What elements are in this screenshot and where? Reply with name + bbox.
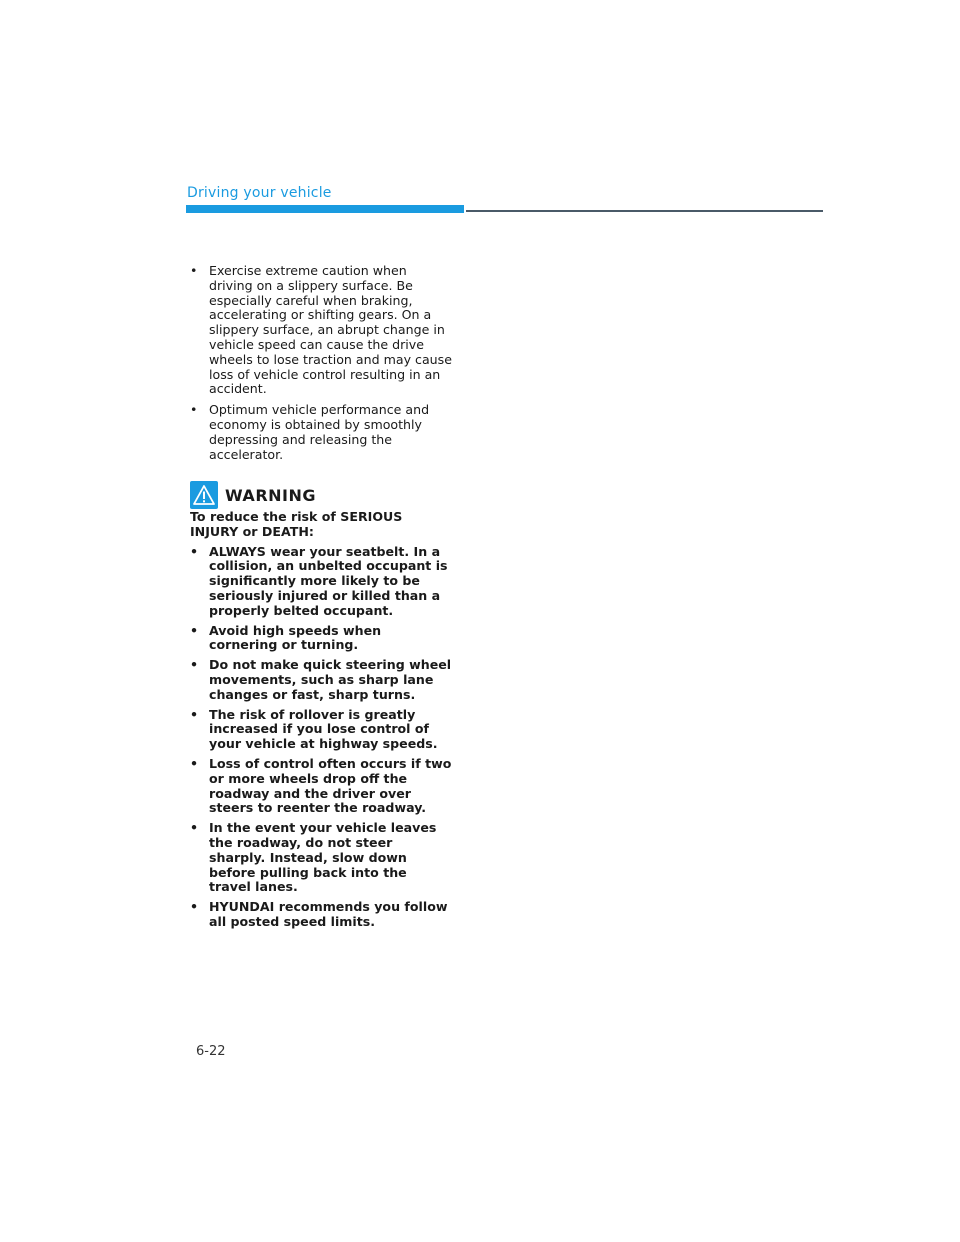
list-item — [190, 821, 452, 895]
page-number: 6-22 — [196, 1044, 226, 1059]
bullet-icon: • — [190, 706, 199, 722]
bullet-icon: • — [190, 263, 198, 278]
header-accent-bar — [186, 205, 464, 213]
list-item-text: ALWAYS wear your seatbelt. In a collision, an unbelted occupant is significantly more likely to be seriously injured or killed than a properly belted occupant. — [209, 543, 448, 618]
header-rule — [466, 210, 823, 212]
list-item — [190, 757, 452, 816]
list-item-text: The risk of rollover is greatly increased if you lose control of your vehicle at highway speeds. — [209, 706, 438, 752]
intro-list-container — [190, 264, 452, 468]
list-item-text: Avoid high speeds when cornering or turning. — [209, 622, 382, 653]
list-item — [190, 658, 452, 702]
list-item — [190, 403, 452, 462]
list-item-text: HYUNDAI recommends you follow all posted speed limits. — [209, 899, 448, 929]
bullet-icon: • — [190, 820, 199, 836]
list-item — [190, 264, 452, 397]
list-item-text: Loss of control often occurs if two or more wheels drop off the roadway and the driver over steers to reenter the roadway. — [209, 755, 452, 816]
intro-list — [190, 264, 452, 462]
warning-title: WARNING — [225, 485, 316, 505]
section-title: Driving your vehicle — [187, 185, 332, 201]
list-item — [190, 624, 452, 654]
bullet-icon: • — [190, 622, 199, 638]
warning-triangle-icon — [190, 481, 218, 509]
warning-header — [190, 481, 316, 509]
list-item — [190, 900, 452, 930]
bullet-icon: • — [190, 543, 199, 559]
list-item-text: Do not make quick steering wheel movements, such as sharp lane changes or fast, sharp turns. — [209, 657, 452, 702]
warning-list — [190, 545, 452, 930]
bullet-icon: • — [190, 402, 198, 418]
list-item-text: Optimum vehicle performance and economy is obtained by smoothly depressing and releasing the accelerator. — [209, 402, 430, 462]
bullet-icon: • — [190, 899, 199, 915]
list-item-text: In the event your vehicle leaves the roadway, do not steer sharply. Instead, slow down before pulling back into the travel lanes. — [209, 820, 437, 895]
list-item — [190, 708, 452, 752]
warning-lead: To reduce the risk of SERIOUS INJURY or DEATH: — [190, 509, 403, 539]
bullet-icon: • — [190, 657, 199, 673]
list-item-text: Exercise extreme caution when driving on a slippery surface. Be especially careful when braking, accelerating or shifting gears. On a slippery surface, an abrupt change in vehicle speed can cause the drive wheels to lose traction and may cause loss of vehicle control resulting in an accident. — [209, 263, 452, 397]
list-item — [190, 545, 452, 619]
warning-body — [190, 510, 452, 935]
bullet-icon: • — [190, 755, 199, 771]
